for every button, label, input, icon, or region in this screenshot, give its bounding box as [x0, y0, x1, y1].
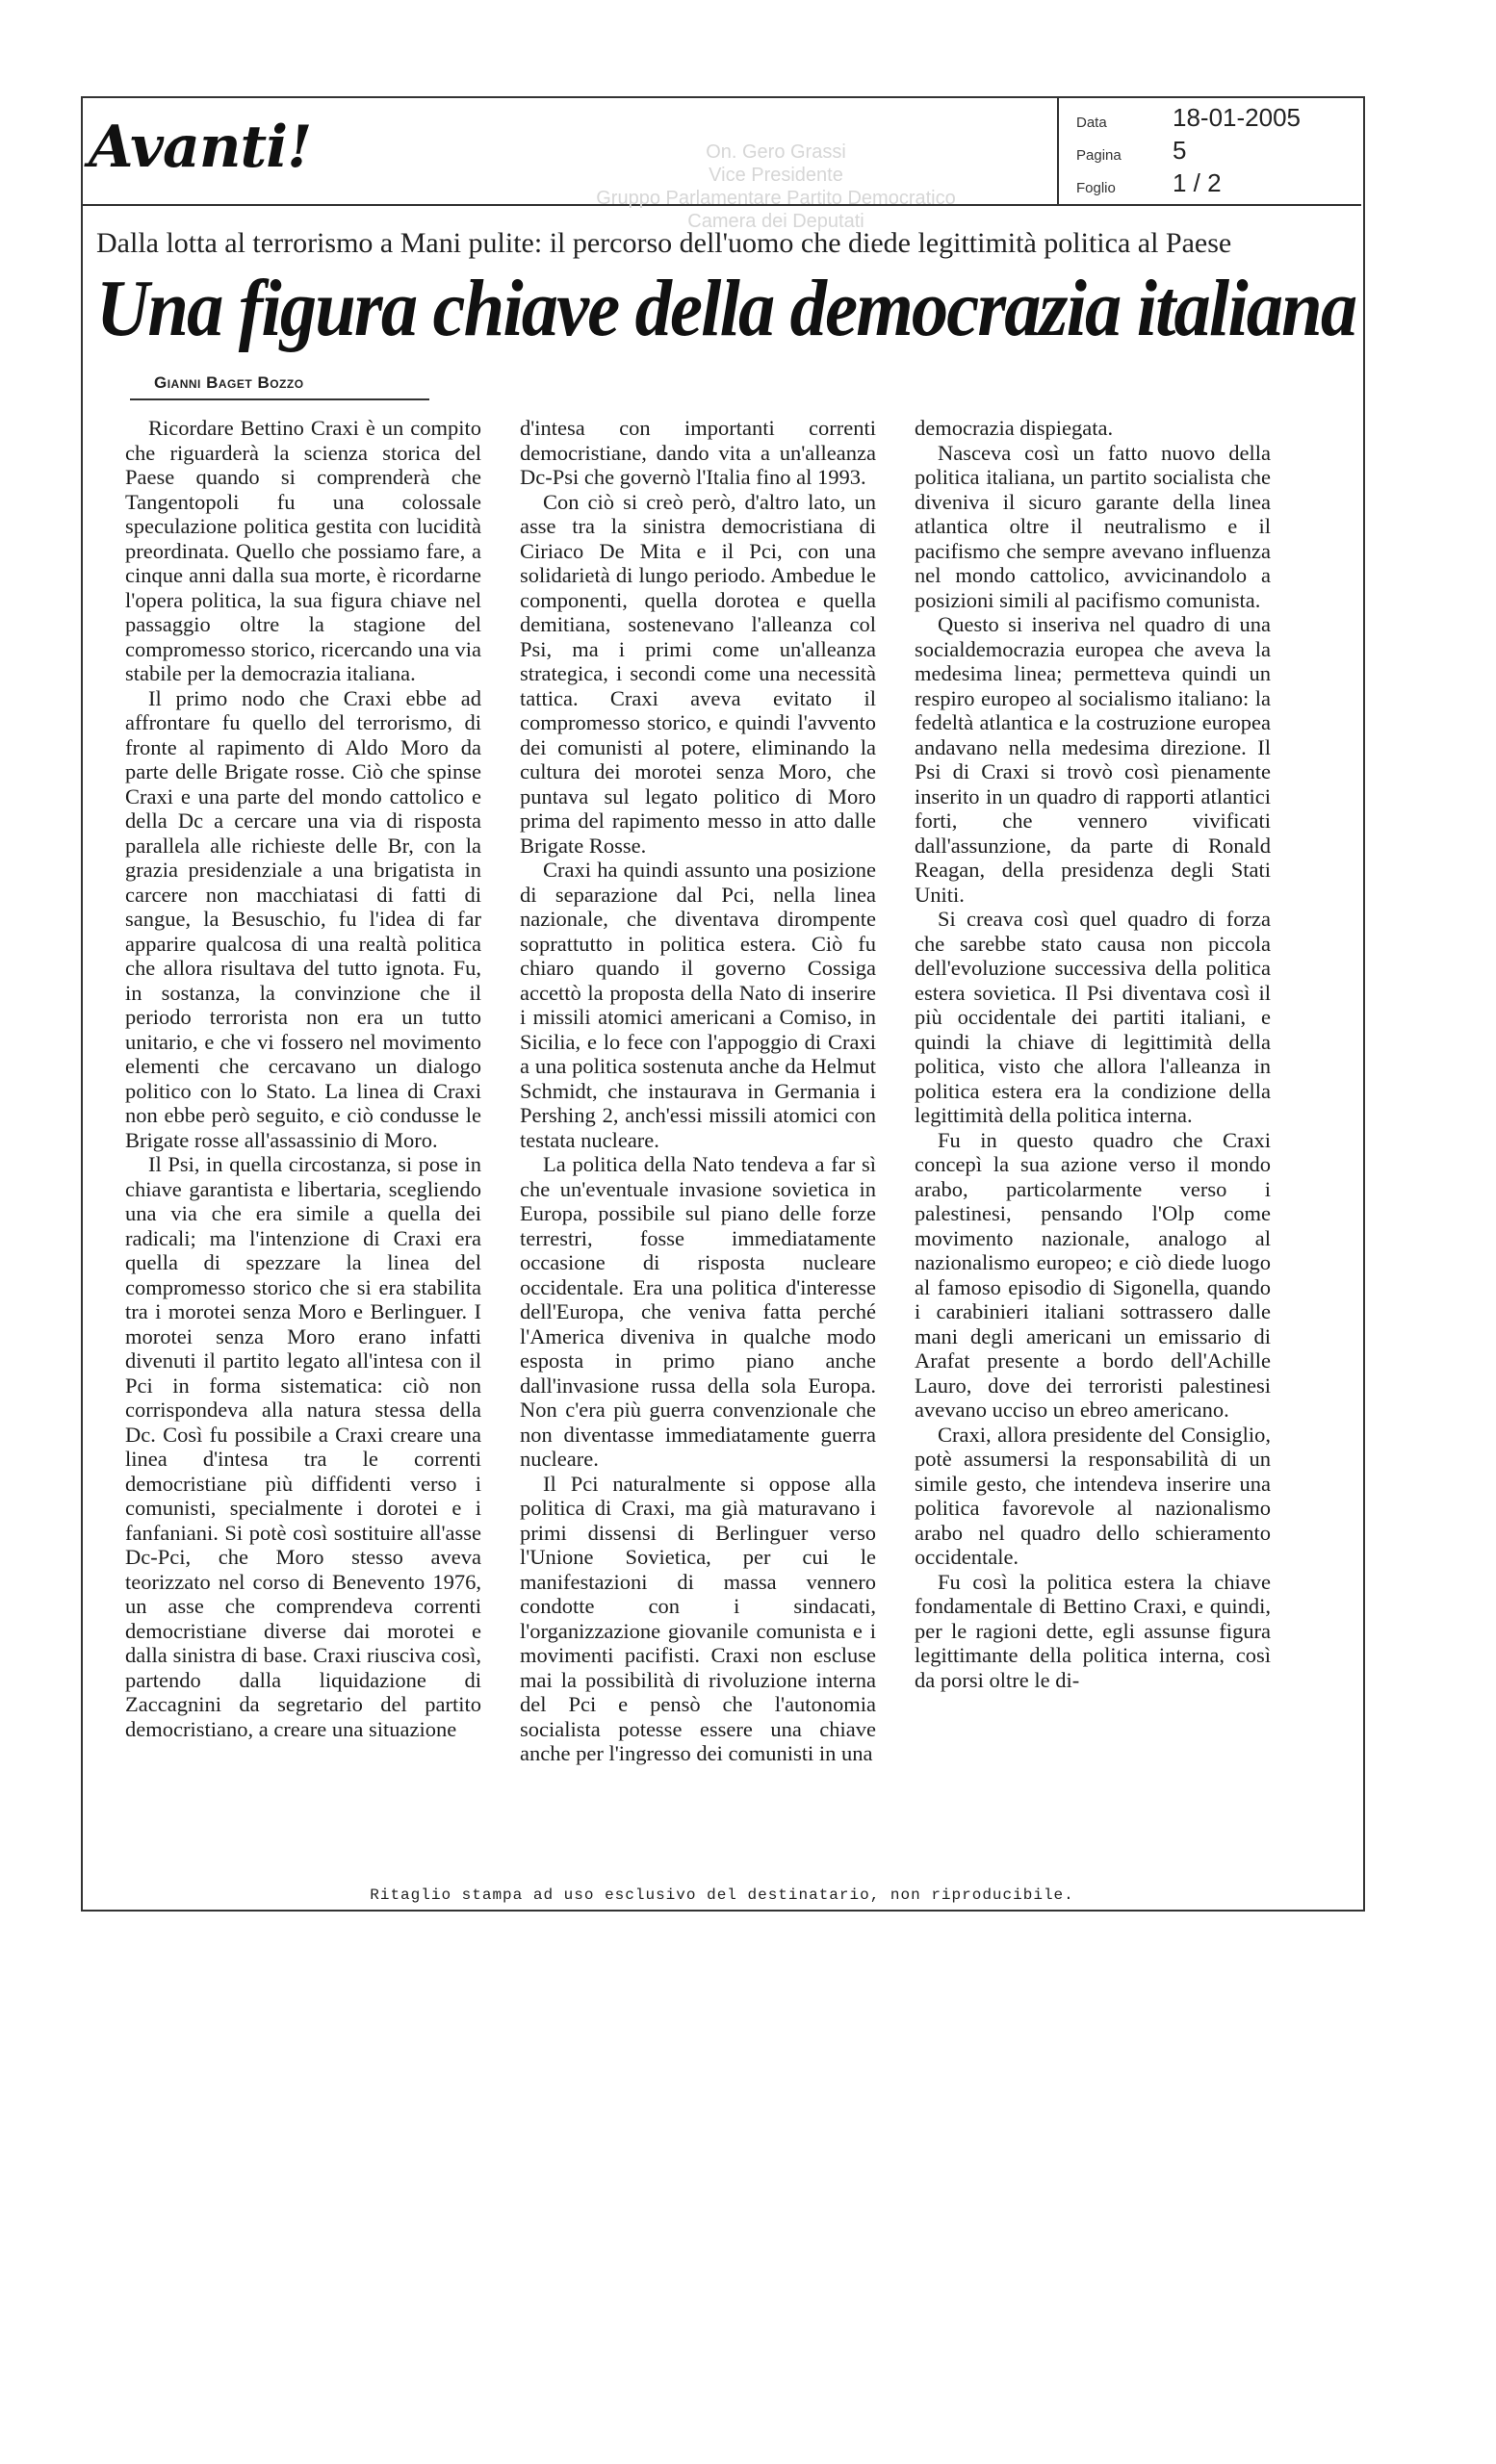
paragraph: Questo si inseriva nel quadro di una socialdemocrazia europea che aveva la medesima linea; permetteva quindi un respiro europeo al socialismo italiano: la fedeltà atlantica e la costruzione europea andavano nella medesima direzione. Il Psi di Craxi si trovò così pienamente inserito in un quadro di rapporti atlantici forti, che vennero vivificati dall'assunzione, da parte di Ronald Reagan, della presidenza degli Stati Uniti. — [915, 612, 1271, 907]
paragraph: Craxi ha quindi assunto una posizione di separazione dal Pci, nella linea nazionale, che diventava dirompente soprattutto in politica estera. Ciò fu chiaro quando il governo Cossiga accettò la proposta della Nato di inserire i missili atomici americani a Comiso, in Sicilia, e lo fece con l'appoggio di Craxi a una politica sostenuta anche da Helmut Schmidt, che instaurava in Germania i Pershing 2, anch'essi missili atomici con testata nucleare. — [520, 858, 876, 1152]
paragraph: d'intesa con importanti correnti democristiane, dando vita a un'alleanza Dc-Psi che governò l'Italia fino al 1993. — [520, 416, 876, 489]
paragraph: Si creava così quel quadro di forza che sarebbe stato causa non piccola dell'evoluzione successiva della politica estera sovietica. Il Psi diventava così il più occidentale dei partiti italiani, e quindi la chiave di legittimità della politica, visto che allora l'alleanza in politica estera era la condizione della legittimità della politica interna. — [915, 907, 1271, 1127]
stamp-line: Camera dei Deputati — [687, 211, 864, 232]
paragraph: Craxi, allora presidente del Consiglio, potè assumersi la responsabilità di un simile gesto, che intendeva inserire una politica favorevole al nazionalismo arabo nel quadro dello schieramento occidentale. — [915, 1422, 1271, 1569]
stamp-line: On. Gero Grassi — [706, 141, 846, 163]
paragraph: Con ciò si creò però, d'altro lato, un asse tra la sinistra democristiana di Ciriaco De Mita e il Pci, con una solidarietà di lungo periodo. Ambedue le componenti, quella dorotea e quella demitiana, sostenevano l'alleanza col Psi, ma i primi come un'alleanza strategica, i secondi come una necessità tattica. Craxi aveva evitato il compromesso storico, e quindi l'avvento dei comunisti al potere, eliminando la cultura dei morotei senza Moro, che puntava sul legato politico di Moro prima del rapimento messo in atto dalle Brigate Rosse. — [520, 489, 876, 858]
meta-value: 18-01-2005 — [1173, 103, 1301, 132]
meta-row-date — [1076, 104, 1355, 133]
byline-rule — [130, 398, 429, 400]
meta-label: Pagina — [1076, 147, 1122, 164]
stamp-line: Gruppo Parlamentare Partito Democratico — [596, 188, 956, 209]
article-headline: Una figura chiave della democrazia italiana — [96, 264, 1356, 353]
article-kicker: Dalla lotta al terrorismo a Mani pulite: il percorso dell'uomo che diede legittimità politica al Paese — [96, 227, 1232, 259]
paragraph: Ricordare Bettino Craxi è un compito che riguarderà la scienza storica del Paese quando si comprenderà che Tangentopoli fu una colossale speculazione politica gestita con lucidità preordinata. Quello che possiamo fare, a cinque anni dalla sua morte, è ricordarne l'opera politica, la sua figura chiave nel passaggio oltre la stagione del compromesso storico, ricercando una via stabile per la democrazia italiana. — [125, 416, 481, 685]
meta-row-sheet — [1076, 169, 1355, 198]
article-column-3 — [915, 416, 1271, 1888]
clipping-header — [83, 98, 1361, 232]
paragraph: Nasceva così un fatto nuovo della politica italiana, un partito socialista che diveniva il sicuro garante della linea atlantica oltre il neutralismo e il pacifismo che sempre avevano influenza nel mondo cattolico, avvicinandolo a posizioni simili al pacifismo comunista. — [915, 440, 1271, 612]
paragraph: La politica della Nato tendeva a far sì che un'eventuale invasione sovietica in Europa, possibile sul piano delle forze terrestri, fosse immediatamente occasione di risposta nucleare occidentale. Era una politica d'interesse dell'Europa, che veniva fatta perché l'America diveniva in qualche modo esposta in primo piano anche dall'invasione russa della sola Europa. Non c'era più guerra convenzionale che non diventasse immediatamente guerra nucleare. — [520, 1152, 876, 1471]
article-column-1 — [125, 416, 481, 1888]
stamp-line: Vice Presidente — [709, 165, 843, 186]
paragraph: Il Psi, in quella circostanza, si pose in chiave garantista e libertaria, scegliendo una via che era simile a quella dei radicali; ma l'intenzione di Craxi era quella di spezzare la linea del compromesso storico che si era stabilita tra i morotei senza Moro e Berlinguer. I morotei senza Moro erano infatti divenuti il partito legato all'intesa con il Pci in forma sistematica: ciò non corrispondeva alla natura stessa della Dc. Così fu possibile a Craxi creare una linea d'intesa tra le correnti democristiane più diffidenti verso i comunisti, specialmente i dorotei e i fanfaniani. Si potè così sostituire all'asse Dc-Pci, che Moro stesso aveva teorizzato nel corso di Benevento 1976, un asse che comprendeva correnti democristiane diverse dai morotei e dalla sinistra di base. Craxi riusciva così, partendo dalla liquidazione di Zaccagnini da segretario del partito democristiano, a creare una situazione — [125, 1152, 481, 1741]
watermark-stamp — [487, 141, 1065, 233]
paragraph: Il Pci naturalmente si oppose alla politica di Craxi, ma già maturavano i primi dissensi di Berlinguer verso l'Unione Sovietica, per cui le manifestazioni di massa vennero condotte con i sindacati, l'organizzazione giovanile comunista e i movimenti pacifisti. Craxi non escluse mai la possibilità di rivoluzione interna del Pci e pensò che l'autonomia socialista potesse essere una chiave anche per l'ingresso dei comunisti in una — [520, 1471, 876, 1765]
meta-row-page — [1076, 137, 1355, 166]
paragraph: Fu in questo quadro che Craxi concepì la sua azione verso il mondo arabo, particolarmente verso i palestinesi, pensando l'Olp come movimento nazionale, analogo al nazionalismo europeo; e ciò diede luogo al famoso episodio di Sigonella, quando i carabinieri italiani sottrassero dalle mani degli americani un emissario di Arafat presente a bordo dell'Achille Lauro, dove dei terroristi palestinesi avevano ucciso un ebreo americano. — [915, 1127, 1271, 1422]
paragraph: Fu così la politica estera la chiave fondamentale di Bettino Craxi, e quindi, per le ragioni dette, egli assunse figura legittimante della politica interna, così da porsi oltre le di- — [915, 1569, 1271, 1692]
meta-label: Data — [1076, 115, 1107, 131]
clipping-meta-box — [1057, 98, 1363, 204]
newspaper-logo: Avanti! — [89, 114, 312, 181]
paragraph: democrazia dispiegata. — [915, 416, 1114, 440]
paragraph: Il primo nodo che Craxi ebbe ad affrontare fu quello del terrorismo, di fronte al rapimento di Aldo Moro da parte delle Brigate rosse. Ciò che spinse Craxi e una parte del mondo cattolico e della Dc a cercare una via di risposta parallela alle richieste delle Br, con la grazia presidenziale a una brigatista in carcere non macchiatasi di fatti di sangue, la Besuschio, fu l'idea di far apparire qualcosa di una realtà politica che allora risultava del tutto ignota. Fu, in sostanza, la convinzione che il periodo terrorista non era un tutto unitario, e che vi fossero nel movimento elementi che cercavano un dialogo politico con lo Stato. La linea di Craxi non ebbe però seguito, e ciò condusse le Brigate rosse all'assassinio di Moro. — [125, 685, 481, 1152]
article-byline: Gianni Baget Bozzo — [154, 373, 304, 392]
meta-value: 1 / 2 — [1173, 168, 1222, 197]
meta-value: 5 — [1173, 136, 1187, 165]
article-column-2 — [520, 416, 876, 1888]
meta-label: Foglio — [1076, 180, 1116, 196]
clipping-footer-notice: Ritaglio stampa ad uso esclusivo del destinatario, non riproducibile. — [370, 1886, 1074, 1904]
